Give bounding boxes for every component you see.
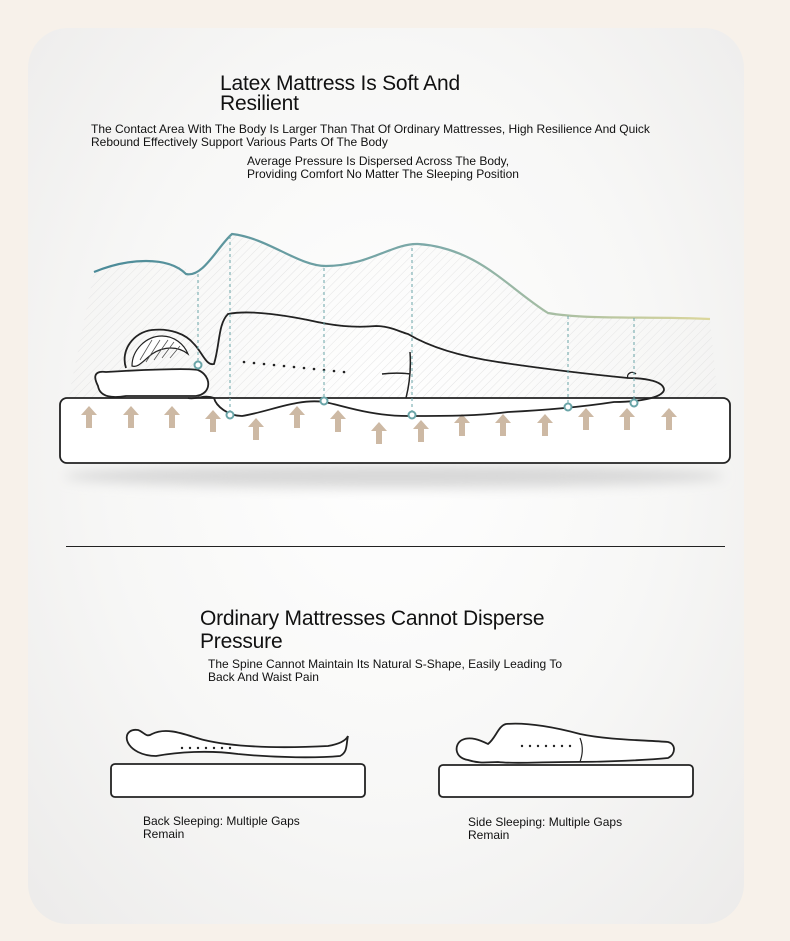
top-title [220,74,460,114]
side-sleeping-illustration [439,724,693,797]
side-label-line1: Side Sleeping: Multiple Gaps [468,815,623,829]
bottom-desc-line2: Back And Waist Pain [208,670,319,684]
back-sleeping-label [143,815,300,841]
section-divider [66,546,725,547]
bottom-description [208,658,562,684]
pressure-caption [247,155,519,181]
top-description [91,123,650,149]
top-title-line2: Resilient [220,92,299,115]
side-sleeping-label [468,816,622,842]
back-label-line1: Back Sleeping: Multiple Gaps [143,814,300,828]
top-desc-line1: The Contact Area With The Body Is Larger Than That Of Ordinary Mattresses, High Resilience And Quick [91,122,650,136]
bottom-title-line2: Pressure [200,630,283,653]
side-label-line2: Remain [468,828,510,842]
bottom-title-line1: Ordinary Mattresses Cannot Disperse [200,607,545,630]
latex-mattress [60,398,730,463]
product-card [28,28,744,924]
pressure-line2: Providing Comfort No Matter The Sleeping Position [247,167,519,181]
pressure-line1: Average Pressure Is Dispersed Across The Body, [247,154,510,168]
top-title-line1: Latex Mattress Is Soft And [220,72,460,95]
pillow [95,369,208,397]
back-sleeping-illustration [111,730,365,797]
top-desc-line2: Rebound Effectively Support Various Parts Of The Body [91,135,388,149]
bottom-desc-line1: The Spine Cannot Maintain Its Natural S-Shape, Easily Leading To [208,657,562,671]
bottom-title [200,607,544,653]
back-label-line2: Remain [143,827,185,841]
